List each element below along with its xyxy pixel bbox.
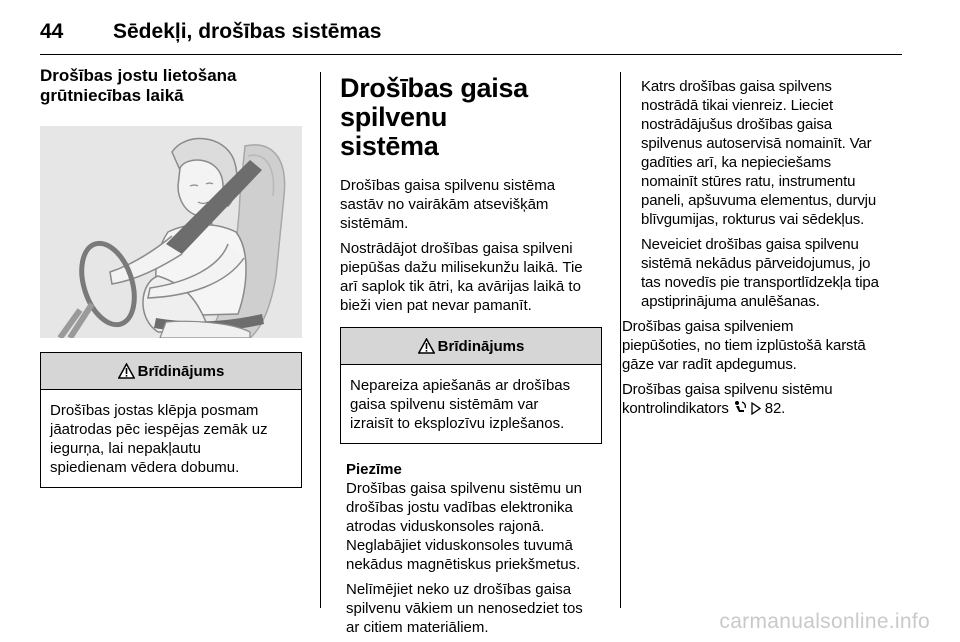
page-reference-arrow-icon <box>751 402 761 415</box>
column-middle <box>340 74 602 637</box>
pregnant-woman-seatbelt-illustration <box>40 126 302 338</box>
section-title: Sēdekļi, drošības sistēmas <box>113 20 382 43</box>
airbag-intro-paragraph: Drošības gaisa spilvenu sistēma sastāv no vairākām atsevišķām sistēmām. <box>340 177 556 232</box>
watermark: carmanualsonline.info <box>719 610 930 633</box>
warning-title: Brīdinājums <box>137 362 225 380</box>
section-heading-pregnancy: Drošības jostu lietošana grūtniecības laikā <box>40 66 237 105</box>
seatbelt-illustration-drawing <box>40 126 302 338</box>
airbag-modification-paragraph: Neveiciet drošības gaisa spilvenu sistēmā nekādus pārveidojumus, jo tas novedīs pie transportlīdzekļa tipa apstiprinājuma anulēšanas. <box>641 236 879 310</box>
column-divider <box>620 72 621 608</box>
warning-triangle-icon <box>418 338 435 354</box>
note-paragraph: Drošības gaisa spilvenu sistēmu un drošības jostu vadības elektronika atrodas viduskonsoles rajonā. Neglabājiet viduskonsoles tuvumā nekādus magnētiskus priekšmetus. <box>346 480 582 573</box>
page-number: 44 <box>40 20 64 43</box>
column-left <box>40 66 302 488</box>
column-right <box>622 77 904 418</box>
note-title: Piezīme <box>346 461 402 478</box>
note-paragraph: Nelīmējiet neko uz drošības gaisa spilvenu vākiem un nenosedziet tos ar citiem materiāliem. <box>346 581 583 636</box>
warning-box-lap-belt <box>40 352 302 488</box>
airbag-burn-paragraph: Drošības gaisa spilveniem piepūšoties, no tiem izplūstošā karstā gāze var radīt apdegumus. <box>622 318 866 373</box>
warning-box-airbag <box>340 327 602 444</box>
page-header <box>40 18 902 55</box>
airbag-indicator-icon <box>733 400 747 415</box>
warning-text: Drošības jostas klēpja posmam jāatrodas pēc iespējas zemāk uz iegurņa, lai nepakļautu spiedienam vēdera dobumu. <box>50 402 268 476</box>
section-heading-airbag: Drošības gaisa spilvenu sistēma <box>340 73 528 161</box>
warning-header <box>41 353 301 390</box>
warning-text: Nepareiza apiešanās ar drošības gaisa spilvenu sistēmām var izraisīt to eksplozīvu izplešanos. <box>350 377 571 432</box>
note-block <box>340 460 602 637</box>
airbag-replace-paragraph: Katrs drošības gaisa spilvens nostrādā tikai vienreiz. Lieciet nostrādājušus drošības gaisa spilvenus autoservisā nomainīt. Var gadīties arī, ka nepieciešams nomainīt stūres ratu, instrumentu paneli, apšuvuma elementus, durvju blīvgumijas, rokturus vai sēdekļus. <box>641 78 877 228</box>
airbag-deploy-paragraph: Nostrādājot drošības gaisa spilveni piepūšas dažu milisekunžu laikā. Tie arī saplok tik ātri, ka avārijas laikā to bieži vien pat nevar pamanīt. <box>340 240 583 314</box>
warning-header <box>341 328 601 365</box>
page-reference-link[interactable]: 82. <box>751 399 785 418</box>
warning-triangle-icon <box>118 363 135 379</box>
warning-title: Brīdinājums <box>437 337 525 355</box>
airbag-indicator-paragraph: Drošības gaisa spilvenu sistēmu kontrolindikators 82. <box>622 381 833 417</box>
column-divider <box>320 72 321 608</box>
